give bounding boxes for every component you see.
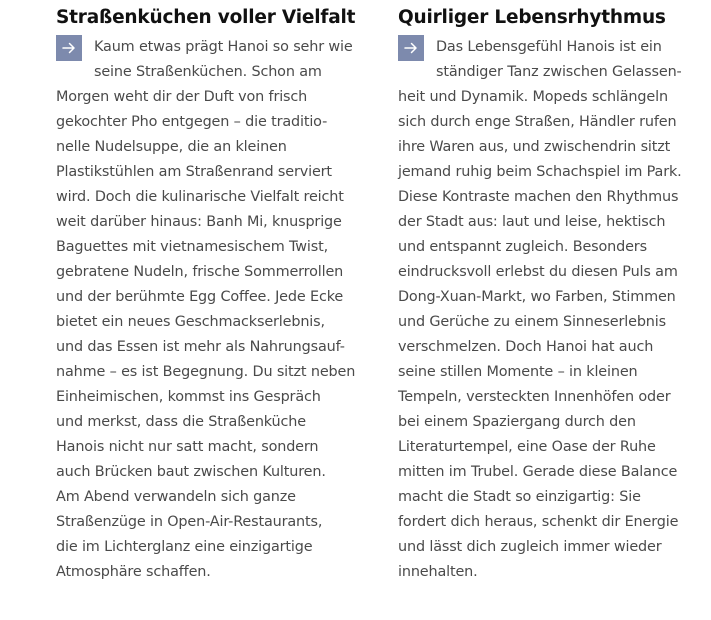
text-line: fordert dich heraus, schenkt dir Energie xyxy=(398,514,679,530)
text-line: Das Lebensgefühl Hanois ist ein xyxy=(436,39,662,55)
text-line: verschmelzen. Doch Hanoi hat auch xyxy=(398,339,654,355)
text-line: nahme – es ist Begegnung. Du sitzt neben xyxy=(56,364,356,380)
text-line: bei einem Spaziergang durch den xyxy=(398,414,636,430)
section-heading: Straßenküchen voller Vielfalt xyxy=(56,7,356,28)
text-line: wird. Doch die kulinarische Vielfalt reicht xyxy=(56,189,344,205)
text-line: weit darüber hinaus: Banh Mi, knusprige xyxy=(56,214,342,230)
text-line: Literaturtempel, eine Oase der Ruhe xyxy=(398,439,656,455)
text-line: und der berühmte Egg Coffee. Jede Ecke xyxy=(56,289,344,305)
text-line: und lässt dich zugleich immer wieder xyxy=(398,539,662,555)
text-line: sich durch enge Straßen, Händler rufen xyxy=(398,114,677,130)
text-line: Atmosphäre schaffen. xyxy=(56,564,211,580)
text-line: Morgen weht dir der Duft von frisch xyxy=(56,89,308,105)
text-line: seine Straßenküchen. Schon am xyxy=(94,64,322,80)
text-line: Baguettes mit vietnamesischem Twist, xyxy=(56,239,329,255)
text-line: nelle Nudelsuppe, die an kleinen xyxy=(56,139,287,155)
text-line: heit und Dynamik. Mopeds schlängeln xyxy=(398,89,668,105)
text-line: Am Abend verwandeln sich ganze xyxy=(56,489,296,505)
text-line: bietet ein neues Geschmackserlebnis, xyxy=(56,314,325,330)
text-line: Plastikstühlen am Straßenrand serviert xyxy=(56,164,332,180)
arrow-right-icon xyxy=(398,35,424,61)
text-line: Hanois nicht nur satt macht, sondern xyxy=(56,439,319,455)
text-line: und entspannt zugleich. Besonders xyxy=(398,239,647,255)
section-street-food xyxy=(56,6,374,585)
text-line: Dong-Xuan-Markt, wo Farben, Stimmen xyxy=(398,289,676,305)
text-line: und merkst, dass die Straßenküche xyxy=(56,414,306,430)
section-body xyxy=(56,35,374,585)
text-line: die im Lichterglanz eine einzigartige xyxy=(56,539,313,555)
text-line: Kaum etwas prägt Hanoi so sehr wie xyxy=(94,39,353,55)
text-line: ihre Waren aus, und zwischendrin sitzt xyxy=(398,139,671,155)
text-line: jemand ruhig beim Schachspiel im Park. xyxy=(398,164,682,180)
text-line: Diese Kontraste machen den Rhythmus xyxy=(398,189,679,205)
text-line: der Stadt aus: laut und leise, hektisch xyxy=(398,214,666,230)
section-life-rhythm xyxy=(398,6,711,585)
text-line: ständiger Tanz zwischen Gelassen- xyxy=(436,64,682,80)
section-body xyxy=(398,35,711,585)
text-line: Einheimischen, kommst ins Gespräch xyxy=(56,389,321,405)
text-line: eindrucksvoll erlebst du diesen Puls am xyxy=(398,264,678,280)
text-line: und das Essen ist mehr als Nahrungsauf- xyxy=(56,339,345,355)
arrow-right-icon xyxy=(56,35,82,61)
text-line: und Gerüche zu einem Sinneserlebnis xyxy=(398,314,666,330)
text-line: mitten im Trubel. Gerade diese Balance xyxy=(398,464,678,480)
text-line: auch Brücken baut zwischen Kulturen. xyxy=(56,464,326,480)
text-line: seine stillen Momente – in kleinen xyxy=(398,364,638,380)
text-line: gebratene Nudeln, frische Sommerrollen xyxy=(56,264,344,280)
text-line: Tempeln, versteckten Innenhöfen oder xyxy=(398,389,671,405)
text-line: Straßenzüge in Open-Air-Restaurants, xyxy=(56,514,323,530)
text-line: macht die Stadt so einzigartig: Sie xyxy=(398,489,641,505)
text-line: gekochter Pho entgegen – die traditio- xyxy=(56,114,328,130)
text-line: innehalten. xyxy=(398,564,478,580)
section-heading: Quirliger Lebensrhythmus xyxy=(398,7,666,28)
